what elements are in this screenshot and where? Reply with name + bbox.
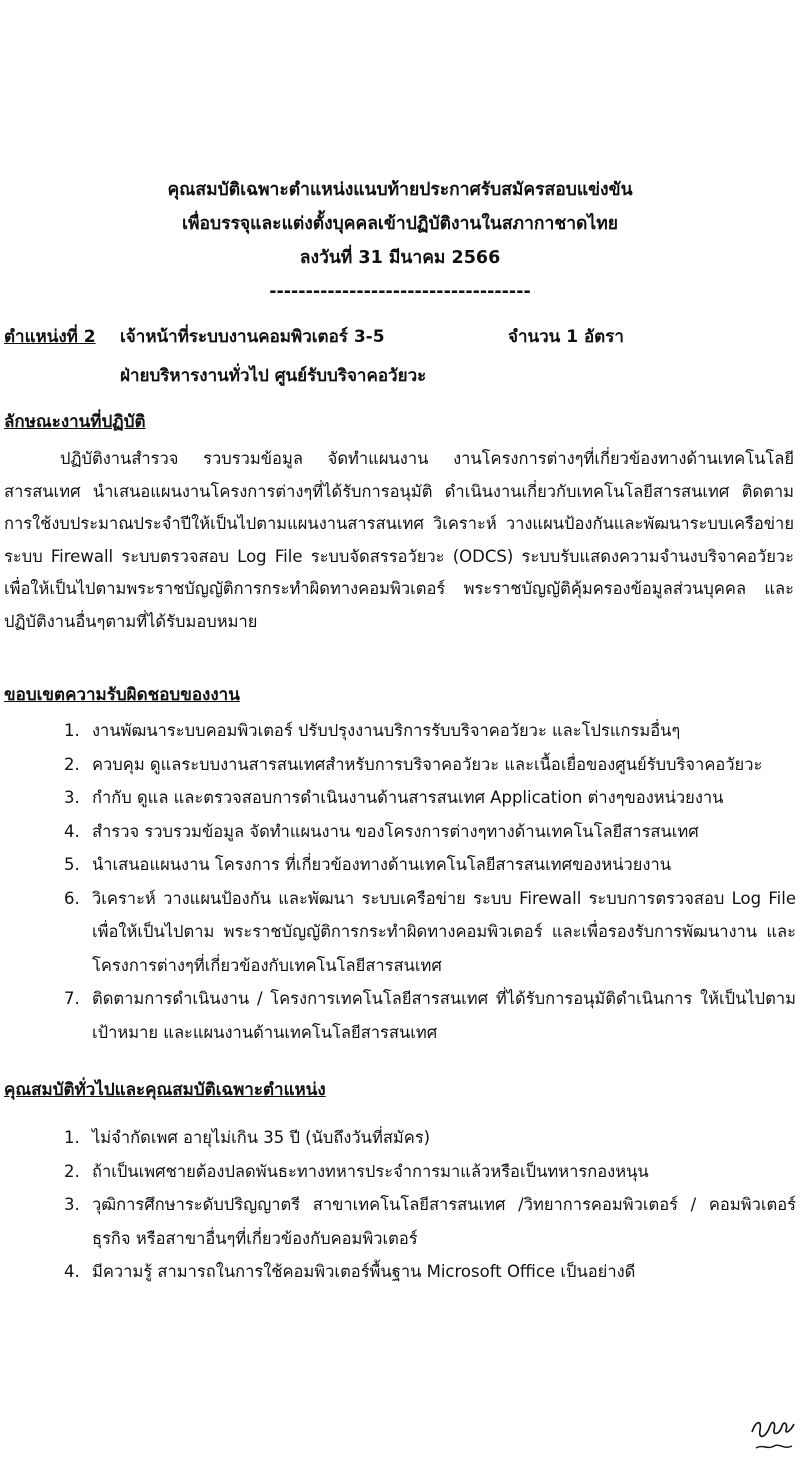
position-title: เจ้าหน้าที่ระบบงานคอมพิวเตอร์ 3-5 xyxy=(120,327,385,347)
item-text: ควบคุม ดูแลระบบงานสารสนเทศสำหรับการบริจาคอวัยวะ และเนื้อเยื่อของศูนย์รับบริจาคอวัยวะ xyxy=(92,754,763,774)
item-number: 1. xyxy=(64,1128,80,1147)
header-separator: ------------------------------------ xyxy=(269,282,531,302)
item-number: 3. xyxy=(64,1195,80,1214)
scope-title: ขอบเขตความรับผิดชอบของงาน xyxy=(4,685,240,705)
item-number: 4. xyxy=(64,1262,80,1281)
item-text: กำกับ ดูแล และตรวจสอบการดำเนินงานด้านสารสนเทศ Application ต่างๆของหน่วยงาน xyxy=(92,788,724,807)
list-item xyxy=(0,781,796,815)
list-item xyxy=(0,848,796,882)
item-number: 2. xyxy=(64,754,80,774)
scope-list xyxy=(0,714,796,1049)
duties-title: ลักษณะงานที่ปฏิบัติ xyxy=(4,412,146,432)
qualifications-title: คุณสมบัติทั่วไปและคุณสมบัติเฉพาะตำแหน่ง xyxy=(4,1080,326,1100)
item-number: 7. xyxy=(64,989,80,1008)
list-item xyxy=(0,982,796,1049)
item-text: วิเคราะห์ วางแผนป้องกัน และพัฒนา ระบบเครือข่าย ระบบ Firewall ระบบการตรวจสอบ Log File เพื่อให้เป็นไปตาม พระราชบัญญัติการกระทำผิดทางคอมพิวเตอร์ และเพื่อรองรับการพัฒนางาน และโครงการต่างๆที่เกี่ยวข้องกับเทคโนโลยีสารสนเทศ xyxy=(92,888,796,975)
qualifications-list xyxy=(0,1121,796,1289)
position-line xyxy=(4,323,624,350)
item-text: วุฒิการศึกษาระดับปริญญาตรี สาขาเทคโนโลยีสารสนเทศ /วิทยาการคอมพิวเตอร์ / คอมพิวเตอร์ธุรกิจ หรือสาขาอื่นๆที่เกี่ยวข้องกับคอมพิวเตอร์ xyxy=(92,1195,796,1248)
item-text: สำรวจ รวบรวมข้อมูล จัดทำแผนงาน ของโครงการต่างๆทางด้านเทคโนโลยีสารสนเทศ xyxy=(92,821,699,841)
header-date: ลงวันที่ 31 มีนาคม 2566 xyxy=(299,248,501,268)
item-number: 4. xyxy=(64,821,80,841)
handwritten-signature xyxy=(748,1410,800,1458)
header-line-2: เพื่อบรรจุและแต่งตั้งบุคคลเข้าปฏิบัติงานในสภากาชาดไทย xyxy=(181,214,618,234)
position-label: ตำแหน่งที่ 2 xyxy=(4,327,96,347)
list-item xyxy=(0,1121,796,1155)
list-item xyxy=(0,714,796,748)
list-item xyxy=(0,1255,796,1289)
header-line-1: คุณสมบัติเฉพาะตำแหน่งแนบท้ายประกาศรับสมัครสอบแข่งขัน xyxy=(167,180,633,200)
item-text: ถ้าเป็นเพศชายต้องปลดพันธะทางทหารประจำการมาแล้วหรือเป็นทหารกองหนุน xyxy=(92,1161,649,1181)
item-text: นำเสนอแผนงาน โครงการ ที่เกี่ยวข้องทางด้านเทคโนโลยีสารสนเทศของหน่วยงาน xyxy=(92,855,672,874)
item-text: มีความรู้ สามารถในการใช้คอมพิวเตอร์พื้นฐาน Microsoft Office เป็นอย่างดี xyxy=(92,1262,636,1281)
item-number: 6. xyxy=(64,888,80,908)
list-item xyxy=(0,748,796,782)
list-item xyxy=(0,1188,796,1255)
item-text: งานพัฒนาระบบคอมพิวเตอร์ ปรับปรุงงานบริการรับบริจาคอวัยวะ และโปรแกรมอื่นๆ xyxy=(92,721,681,740)
item-number: 3. xyxy=(64,788,80,807)
item-number: 2. xyxy=(64,1161,80,1181)
item-text: ติดตามการดำเนินงาน / โครงการเทคโนโลยีสารสนเทศ ที่ได้รับการอนุมัติดำเนินการ ให้เป็นไปตามเป้าหมาย และแผนงานด้านเทคโนโลยีสารสนเทศ xyxy=(92,989,796,1042)
document-header xyxy=(0,173,800,309)
duties-text: ปฏิบัติงานสำรวจ รวบรวมข้อมูล จัดทำแผนงาน งานโครงการต่างๆที่เกี่ยวข้องทางด้านเทคโนโลยีสารสนเทศ นำเสนอแผนงานโครงการต่างๆที่ได้รับการอนุมัติ ดำเนินงานเกี่ยวกับเทคโนโลยีสารสนเทศ ติดตามการใช้งบประมาณประจำปีให้เป็นไปตามแผนงานสารสนเทศ วิเคราะห์ วางแผนป้องกันและพัฒนาระบบเครือข่ายระบบ Firewall ระบบตรวจสอบ Log File ระบบจัดสรรอวัยวะ (ODCS) ระบบรับแสดงความจำนงบริจาคอวัยวะ เพื่อให้เป็นไปตามพระราชบัญญัติการกระทำผิดทางคอมพิวเตอร์ พระราชบัญญัติคุ้มครองข้อมูลส่วนบุคคล และปฏิบัติงานอื่นๆตามที่ได้รับมอบหมาย xyxy=(4,449,794,631)
position-department: ฝ่ายบริหารงานทั่วไป ศูนย์รับบริจาคอวัยวะ xyxy=(120,366,427,386)
duties-paragraph xyxy=(4,443,794,638)
item-number: 5. xyxy=(64,855,80,874)
item-text: ไม่จำกัดเพศ อายุไม่เกิน 35 ปี (นับถึงวันที่สมัคร) xyxy=(92,1128,431,1147)
list-item xyxy=(0,1155,796,1189)
list-item xyxy=(0,815,796,849)
position-quota: จำนวน 1 อัตรา xyxy=(508,327,624,347)
item-number: 1. xyxy=(64,721,80,740)
list-item xyxy=(0,882,796,983)
